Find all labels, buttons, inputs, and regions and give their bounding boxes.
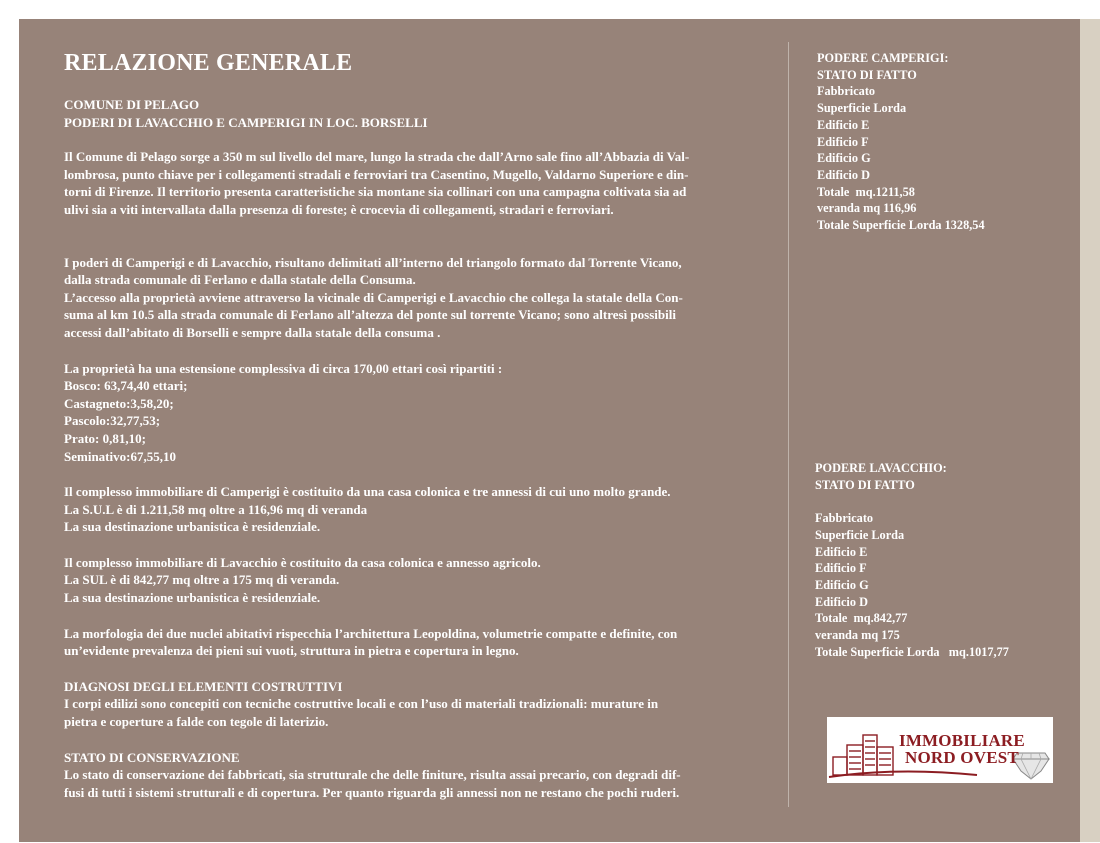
summary-line: Edificio G [817, 151, 871, 166]
text-line: Lo stato di conservazione dei fabbricati, sia strutturale che delle finiture, risulta assai precario, con degradi dif- [64, 767, 681, 783]
text-line: La proprietà ha una estensione complessiva di circa 170,00 ettari così ripartiti : [64, 360, 503, 376]
text-line: fusi di tutti i sistemi strutturali e di copertura. Per quanto riguarda gli annessi non ne restano che pochi ruderi. [64, 784, 680, 800]
slide-background [19, 19, 1080, 842]
summary-line: Edificio F [817, 134, 869, 149]
text-line: La S.U.L è di 1.211,58 mq oltre a 116,96 mq di veranda [64, 501, 368, 517]
text-line: accessi dall’abitato di Borselli e sempre dalla statale della consuma . [64, 324, 441, 340]
summary-line: Edificio F [815, 561, 867, 576]
side-strip [1080, 19, 1100, 842]
page-title: RELAZIONE GENERALE [64, 50, 353, 76]
camperigi-summary [817, 50, 1067, 234]
summary-line: Edificio D [815, 594, 868, 609]
summary-line: PODERE LAVACCHIO: [815, 461, 947, 475]
section-heading: STATO DI CONSERVAZIONE [64, 749, 240, 765]
text-line: Bosco: 63,74,40 ettari; [64, 378, 188, 394]
heading-line: COMUNE DI PELAGO [64, 97, 200, 112]
text-line: ulivi sia a viti intervallata dalla presenza di foreste; è crocevia di collegamenti, stradari e ferroviari. [64, 201, 614, 217]
summary-line: Superficie Lorda [817, 101, 907, 116]
stato-section [64, 749, 789, 802]
heading-line: PODERI DI LAVACCHIO E CAMPERIGI IN LOC. BORSELLI [64, 114, 428, 130]
text-line: Il complesso immobiliare di Lavacchio è costituito da casa colonica e annesso agricolo. [64, 554, 541, 570]
summary-line: Totale mq.842,77 [815, 611, 908, 626]
text-line: Castagneto:3,58,20; [64, 395, 174, 411]
summary-line: STATO DI FATTO [817, 67, 917, 82]
summary-line: Totale Superficie Lorda 1328,54 [817, 218, 985, 233]
company-logo [827, 717, 1053, 783]
summary-line: Edificio G [815, 577, 869, 592]
summary-line: PODERE CAMPERIGI: [817, 51, 949, 65]
text-line: Prato: 0,81,10; [64, 430, 146, 446]
diagnosi-section [64, 678, 789, 731]
text-line: La sua destinazione urbanistica è residenziale. [64, 519, 321, 535]
summary-line: Totale mq.1211,58 [817, 184, 915, 199]
summary-line: STATO DI FATTO [815, 477, 915, 492]
text-line: I corpi edilizi sono concepiti con tecniche costruttive locali e con l’uso di materiali tradizionali: murature in [64, 696, 659, 712]
camperigi-paragraph [64, 483, 789, 536]
summary-line [815, 493, 1065, 510]
report-body [64, 96, 789, 801]
lavacchio-paragraph [64, 554, 789, 607]
text-line: I poderi di Camperigi e di Lavacchio, risultano delimitati all’interno del triangolo formato dal Torrente Vicano, [64, 254, 682, 270]
logo-text-line1: IMMOBILIARE [899, 731, 1025, 750]
morfologia-paragraph [64, 625, 789, 660]
text-line: lombrosa, punto chiave per i collegamenti stradali e ferroviari tra Casentino, Mugello, Valdarno Superiore e din- [64, 166, 689, 182]
text-line: La sua destinazione urbanistica è residenziale. [64, 590, 321, 606]
summary-line: Edificio D [817, 167, 870, 182]
heading-block [64, 96, 789, 131]
text-line: La morfologia dei due nuclei abitativi rispecchia l’architettura Leopoldina, volumetrie compatte e definite, con [64, 625, 678, 641]
text-line: La SUL è di 842,77 mq oltre a 175 mq di veranda. [64, 572, 340, 588]
summary-line: Edificio E [817, 117, 870, 132]
text-line: Il Comune di Pelago sorge a 350 m sul livello del mare, lungo la strada che dall’Arno sale fino all’Abbazia di Val- [64, 149, 690, 165]
summary-line: Superficie Lorda [815, 527, 905, 542]
summary-line: veranda mq 175 [815, 628, 900, 643]
text-line: un’evidente prevalenza dei pieni sui vuoti, struttura in pietra e copertura in legno. [64, 643, 519, 659]
lavacchio-summary [815, 460, 1065, 660]
summary-line: Fabbricato [815, 511, 874, 526]
estensione-list [64, 360, 789, 466]
text-line: Il complesso immobiliare di Camperigi è costituito da una casa colonica e tre annessi di cui uno molto grande. [64, 484, 671, 500]
summary-line: Totale Superficie Lorda mq.1017,77 [815, 644, 1009, 659]
text-line: dalla strada comunale di Ferlano e dalla statale della Consuma. [64, 272, 416, 288]
logo-text-line2: NORD OVEST [905, 748, 1019, 767]
section-heading: DIAGNOSI DEGLI ELEMENTI COSTRUTTIVI [64, 678, 343, 694]
column-divider [788, 42, 789, 807]
summary-line: veranda mq 116,96 [817, 201, 917, 216]
text-line: L’accesso alla proprietà avviene attraverso la vicinale di Camperigi e Lavacchio che collega la statale della Con- [64, 289, 683, 305]
text-line: Pascolo:32,77,53; [64, 413, 161, 429]
intro-paragraph [64, 148, 789, 218]
text-line: torni di Firenze. Il territorio presenta caratteristiche sia montane sia collinari con una campagna coltivata sia ad [64, 184, 687, 200]
summary-line: Fabbricato [817, 84, 876, 99]
poderi-paragraph [64, 254, 789, 342]
text-line: pietra e coperture a falde con tegole di laterizio. [64, 714, 329, 730]
text-line: suma al km 10.5 alla strada comunale di Ferlano all’altezza del ponte sul torrente Vicano; sono altresì possibili [64, 307, 676, 323]
summary-line: Edificio E [815, 544, 868, 559]
text-line: Seminativo:67,55,10 [64, 448, 176, 464]
